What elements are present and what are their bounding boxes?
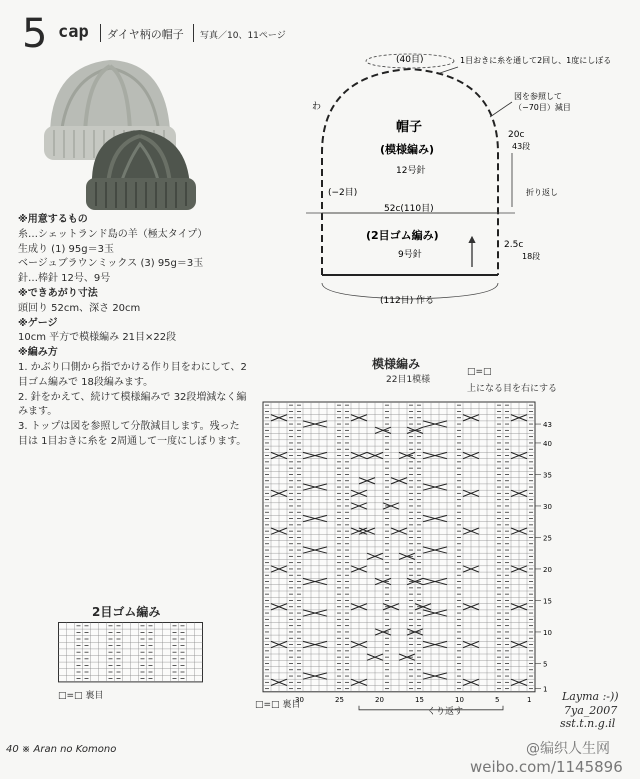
rib-chart-title: 2目ゴム編み xyxy=(92,605,161,619)
size-line: 頭回り 52cm、深さ 20cm xyxy=(18,302,141,314)
book-title: Aran no Komono xyxy=(33,744,117,755)
signature-2: 7ya_2007 xyxy=(564,704,618,717)
page-footer: 40 ※ Aran no Komono xyxy=(6,744,117,755)
col-label: 25 xyxy=(335,695,344,704)
header-divider-2 xyxy=(193,24,194,42)
side-height: 20c xyxy=(508,130,525,140)
minus-two: (−2目) xyxy=(328,188,358,198)
method-step-1: 1. かぶり口側から指でかける作り目をわにして、2目ゴム編みで 18段編みます。 xyxy=(18,361,247,388)
gauge-line: 10cm 平方で模様編み 21目×22段 xyxy=(18,332,177,344)
row-label: 30 xyxy=(543,502,552,511)
row-label: 5 xyxy=(543,660,548,669)
body-needle: 12号針 xyxy=(396,166,426,176)
body-pattern: (模様編み) xyxy=(380,143,435,156)
color-line-2: ベージュブラウンミックス (3) 95g＝3玉 xyxy=(18,258,204,270)
row-label: 20 xyxy=(543,565,552,574)
weibo-link: weibo.com/1145896 xyxy=(470,758,623,776)
method-heading: ※編み方 xyxy=(18,347,58,359)
col-label: 10 xyxy=(455,695,464,704)
header-divider xyxy=(100,24,101,42)
yarn-line: 糸…シェットランド島の羊（極太タイプ） xyxy=(18,228,208,240)
method-step-3: 3. トップは図を参照して分散減目します。残った目は 1目おきに糸を 2周通して一度にしぼります。 xyxy=(18,421,247,447)
note-decrease-count: （−70目）減目 xyxy=(514,103,571,112)
row-label: 15 xyxy=(543,597,552,606)
col-label: 5 xyxy=(495,695,500,704)
pattern-number: 5 xyxy=(22,11,48,57)
rib-height: 2.5c xyxy=(504,240,524,250)
size-heading: ※できあがり寸法 xyxy=(18,287,98,299)
watermark: @编织人生网 xyxy=(526,741,610,757)
round-mark: わ xyxy=(312,102,322,112)
row-label: 35 xyxy=(543,471,552,480)
width-label: 52c(110目) xyxy=(384,204,434,214)
signature-1: Layma :-)) xyxy=(562,690,619,703)
side-rows: 43段 xyxy=(512,142,531,151)
pattern-title: ダイヤ柄の帽子 xyxy=(107,28,184,41)
repeat-label: くり返す xyxy=(427,707,464,717)
legend-cross: 上になる目を右にする xyxy=(467,384,558,394)
col-label: 15 xyxy=(415,695,424,704)
col-label: 1 xyxy=(527,695,532,704)
row-label: 40 xyxy=(543,439,552,448)
body-title: 帽子 xyxy=(396,120,423,135)
row-label: 1 xyxy=(543,685,548,694)
col-label: 20 xyxy=(375,695,384,704)
needles-line: 針…棒針 12号、9号 xyxy=(18,273,111,285)
materials-heading: ※用意するもの xyxy=(18,214,88,225)
instructions xyxy=(18,213,248,450)
note-decrease: 図を参照して xyxy=(514,92,562,101)
pattern-word: cap xyxy=(58,22,89,42)
pattern-repeat: 22目1模様 xyxy=(386,375,431,385)
hat-photos xyxy=(30,48,200,218)
cast-on-label: (112目) 作る xyxy=(380,296,435,306)
hat-construction-diagram xyxy=(300,45,620,315)
rib-rows: 18段 xyxy=(522,252,541,261)
color-line-1: 生成り (1) 95g＝3玉 xyxy=(18,243,114,255)
rib-needle: 9号針 xyxy=(398,250,422,260)
note-gather: 1目おきに糸を通して2回し、1度にしぼる xyxy=(460,56,612,65)
row-label: 43 xyxy=(543,421,552,430)
col-label: 30 xyxy=(295,695,304,704)
rib-title: (2目ゴム編み) xyxy=(366,229,439,242)
row-label: 25 xyxy=(543,534,552,543)
pattern-chart xyxy=(255,398,575,728)
gauge-heading: ※ゲージ xyxy=(18,317,58,329)
row-label: 10 xyxy=(543,628,552,637)
main-chart-legend: □=□ 裏目 xyxy=(255,700,301,710)
legend-knit: □=□ xyxy=(467,367,492,377)
method-step-2: 2. 針をかえて、続けて模様編みで 32段増減なく編みます。 xyxy=(18,391,247,418)
photo-reference: 写真／10、11ページ xyxy=(200,31,286,41)
rib-chart-legend: □=□ 裏目 xyxy=(58,691,104,701)
fold-line: 折り返し xyxy=(526,188,558,197)
rib-chart xyxy=(58,622,208,686)
page-number: 40 xyxy=(6,744,19,755)
top-stitch-count: (40目) xyxy=(396,55,424,65)
pattern-chart-title: 模様編み xyxy=(372,357,421,371)
signature-3: sst.t.n.g.il xyxy=(560,717,616,730)
